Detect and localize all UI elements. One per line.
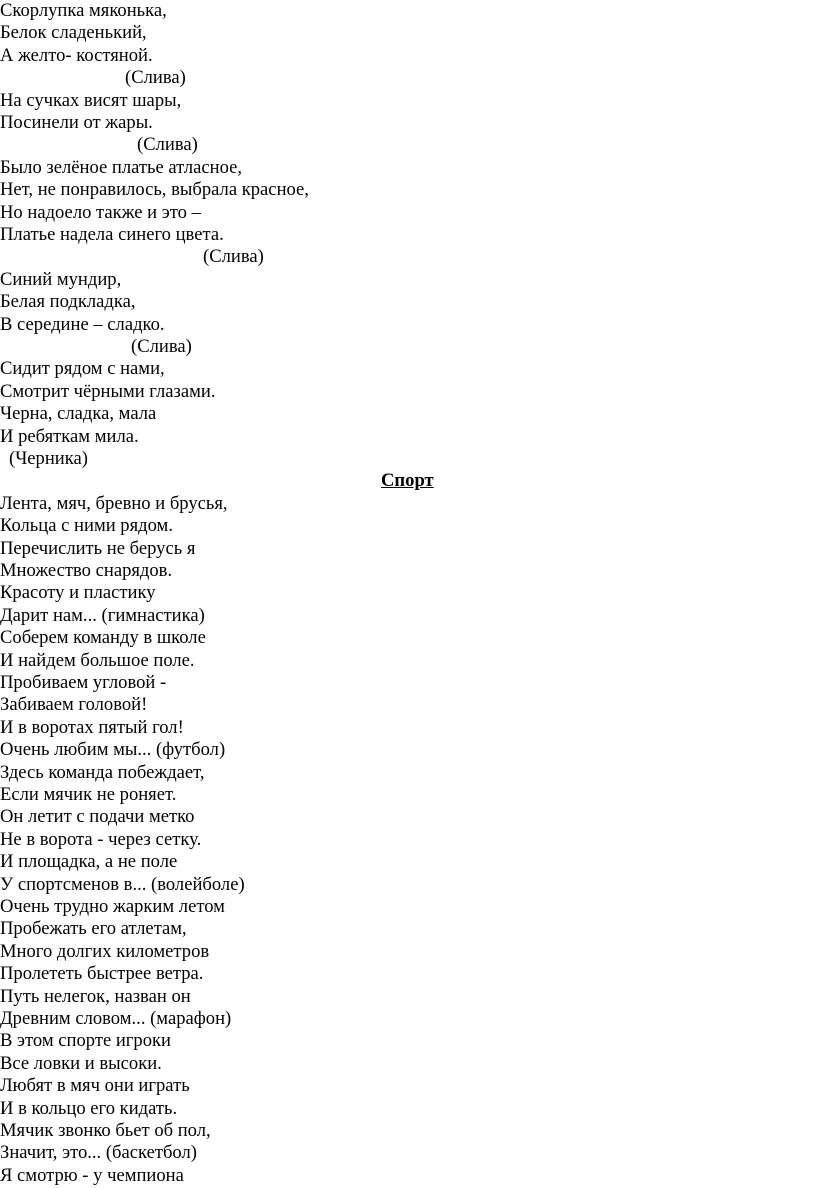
poem-line: Очень любим мы... (футбол)	[0, 739, 226, 761]
poem-line: Значит, это... (баскетбол)	[0, 1142, 197, 1164]
poem-line: Белая подкладка,	[0, 291, 136, 313]
poem-line: И найдем большое поле.	[0, 649, 195, 671]
poem-line: Кольца с ними рядом.	[0, 515, 173, 537]
poem-line: И ребяткам мила.	[0, 425, 139, 447]
poem-line: Но надоело также и это –	[0, 201, 201, 223]
poem-line: Пролететь быстрее ветра.	[0, 963, 204, 985]
poem-line: В середине – сладко.	[0, 313, 165, 335]
poem-line: Красоту и пластику	[0, 582, 156, 604]
riddle-answer: (Черника)	[9, 448, 88, 469]
poem-line: Не в ворота - через сетку.	[0, 828, 202, 850]
poem-line: И в воротах пятый гол!	[0, 716, 184, 738]
poem-line: Пробежать его атлетам,	[0, 918, 187, 940]
poem-line: На сучках висят шары,	[0, 89, 182, 111]
section-heading: Спорт	[381, 470, 434, 492]
poem-line: Соберем команду в школе	[0, 627, 206, 649]
poem-line: Платье надела синего цвета.	[0, 224, 224, 245]
poem-line: А желто- костяной.	[0, 44, 153, 66]
poem-line: Было зелёное платье атласное,	[0, 156, 242, 178]
riddle-answer: (Слива)	[203, 246, 264, 268]
poem-line: Сидит рядом с нами,	[0, 358, 165, 380]
poem-line: Лента, мяч, бревно и брусья,	[0, 492, 228, 514]
poem-line: Много долгих километров	[0, 940, 210, 962]
riddle-answer: (Слива)	[137, 134, 198, 156]
poem-line: Очень трудно жарким летом	[0, 896, 225, 917]
poem-line: В этом спорте игроки	[0, 1030, 172, 1052]
poem-line: У спортсменов в... (волейболе)	[0, 873, 245, 895]
poem-line: Посинели от жары.	[0, 112, 153, 133]
poem-line: Я смотрю - у чемпиона	[0, 1164, 184, 1186]
poem-line: Пробиваем угловой -	[0, 672, 167, 693]
poem-line: Древним словом... (марафон)	[0, 1008, 232, 1029]
poem-line: Множество снарядов.	[0, 560, 173, 581]
riddle-answer: (Слива)	[131, 336, 192, 357]
poem-line: Путь нелегок, назван он	[0, 985, 191, 1007]
poem-line: Черна, сладка, мала	[0, 403, 157, 425]
poem-line: Все ловки и высоки.	[0, 1052, 162, 1074]
poem-line: Перечислить не берусь я	[0, 537, 196, 559]
poem-line: Синий мундир,	[0, 268, 122, 290]
poem-line: И в кольцо его кидать.	[0, 1097, 178, 1119]
poem-line: Мячик звонко бьет об пол,	[0, 1120, 211, 1141]
poem-line: Здесь команда побеждает,	[0, 761, 205, 783]
riddle-answer: (Слива)	[125, 67, 186, 89]
poem-line: Любят в мяч они играть	[0, 1075, 190, 1097]
poem-line: Он летит с подачи метко	[0, 806, 195, 828]
poem-line: Смотрит чёрными глазами.	[0, 380, 216, 402]
poem-line: Забиваем головой!	[0, 694, 148, 716]
poem-line: Нет, не понравилось, выбрала красное,	[0, 179, 309, 201]
poem-line: И площадка, а не поле	[0, 851, 178, 873]
poem-line: Белок сладенький,	[0, 22, 147, 44]
poem-line: Скорлупка мяконька,	[0, 0, 167, 21]
poem-line: Если мячик не роняет.	[0, 784, 177, 805]
poem-line: Дарит нам... (гимнастика)	[0, 604, 205, 626]
